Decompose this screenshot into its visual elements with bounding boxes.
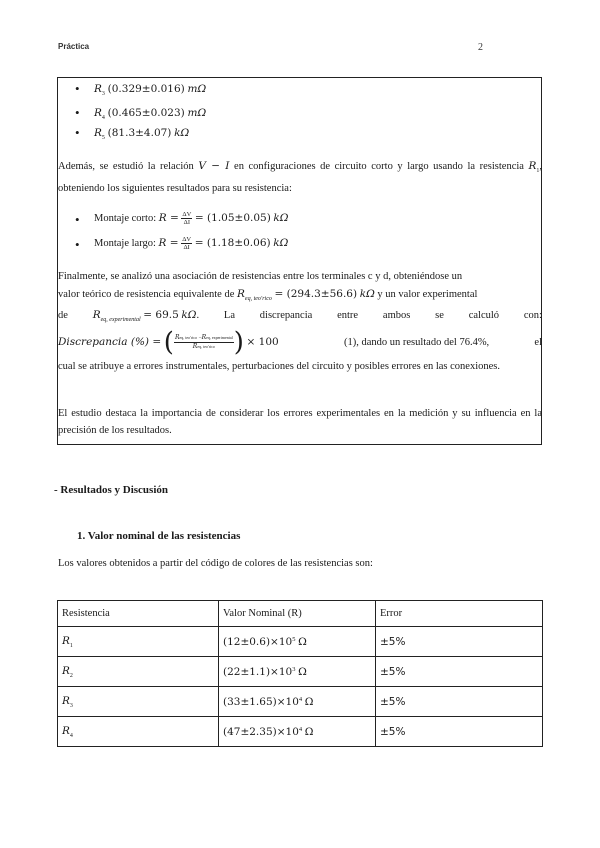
bullet-icon: • [75, 105, 80, 120]
summary-paragraph-conclusion: El estudio destaca la importancia de considerar los errores experimentales en la medición y su influencia en la precisión de los resultados. [58, 408, 542, 436]
bullet-icon: • [75, 237, 80, 252]
bullet-icon: • [75, 212, 80, 227]
table-row: $R_4$ $(47\pm 2.35)\times 10^4$ Ω ±5% [58, 717, 543, 747]
subsection-heading: 1. Valor nominal de las resistencias [77, 530, 241, 542]
discrepancia-formula: Discrepancia (%) = ( $\frac{\text{Req, teo'rico −Req, experimental}}{\text{Req, teo'rico}}$ ) × 100 (1), dando un resultado del 76.4%, el [58, 327, 542, 358]
table-header-cell: Valor Nominal (R) [219, 601, 376, 627]
montaje-largo: Montaje largo: R = $\frac{\Delta V}{\Delta I}$ = (1.18±0.06) kΩ [94, 236, 289, 252]
running-header: Práctica [58, 42, 90, 51]
table-row: $R_3$ $(33\pm 1.65)\times 10^4$ Ω ±5% [58, 687, 543, 717]
summary-value-r4: $R_4$ (0.465±0.023) mΩ [94, 107, 207, 121]
summary-paragraph-discrepancia-1: Finalmente, se analizó una asociación de resistencias entre los terminales c y d, obteniéndose un [58, 271, 463, 282]
table-header-cell: Resistencia [58, 601, 219, 627]
summary-value-r3: $R_3$ (0.329±0.016) mΩ [94, 83, 207, 97]
bullet-icon: • [75, 81, 80, 96]
page-number: 2 [478, 42, 483, 53]
intro-paragraph: Los valores obtenidos a partir del código de colores de las resistencias son: [58, 558, 373, 569]
resistance-table [57, 600, 543, 747]
montaje-corto: Montaje corto: R = $\frac{\Delta V}{\Delta I}$ = (1.05±0.05) kΩ [94, 211, 289, 227]
table-header-row [58, 601, 543, 627]
summary-paragraph-discrepancia-3: de $R_{eq, experimental} = 69.5$ kΩ. La discrepancia entre ambos se calculó con: [58, 309, 542, 323]
summary-paragraph-vi: Además, se estudió la relación V − I en configuraciones de circuito corto y largo usando la resistencia $R_1$, obteniendo los siguientes resultados para su resistencia: [58, 160, 543, 194]
summary-value-r5: $R_5$ (81.3±4.07) kΩ [94, 127, 190, 141]
table-header-cell: Error [376, 601, 543, 627]
bullet-icon: • [75, 125, 80, 140]
table-row: $R_1$ $(12\pm 0.6)\times 10^5$ Ω ±5% [58, 627, 543, 657]
summary-paragraph-discrepancia-4: cual se atribuye a errores instrumentales, perturbaciones del circuito y posibles errores en las conexiones. [58, 361, 501, 372]
table-row: $R_2$ $(22\pm 1.1)\times 10^3$ Ω ±5% [58, 657, 543, 687]
summary-paragraph-discrepancia-2: valor teórico de resistencia equivalente de $R_{eq, teo'rico} = (294.3\pm 56.6)$ kΩ y un valor experimental [58, 288, 478, 302]
section-heading: - Resultados y Discusión [54, 484, 168, 496]
